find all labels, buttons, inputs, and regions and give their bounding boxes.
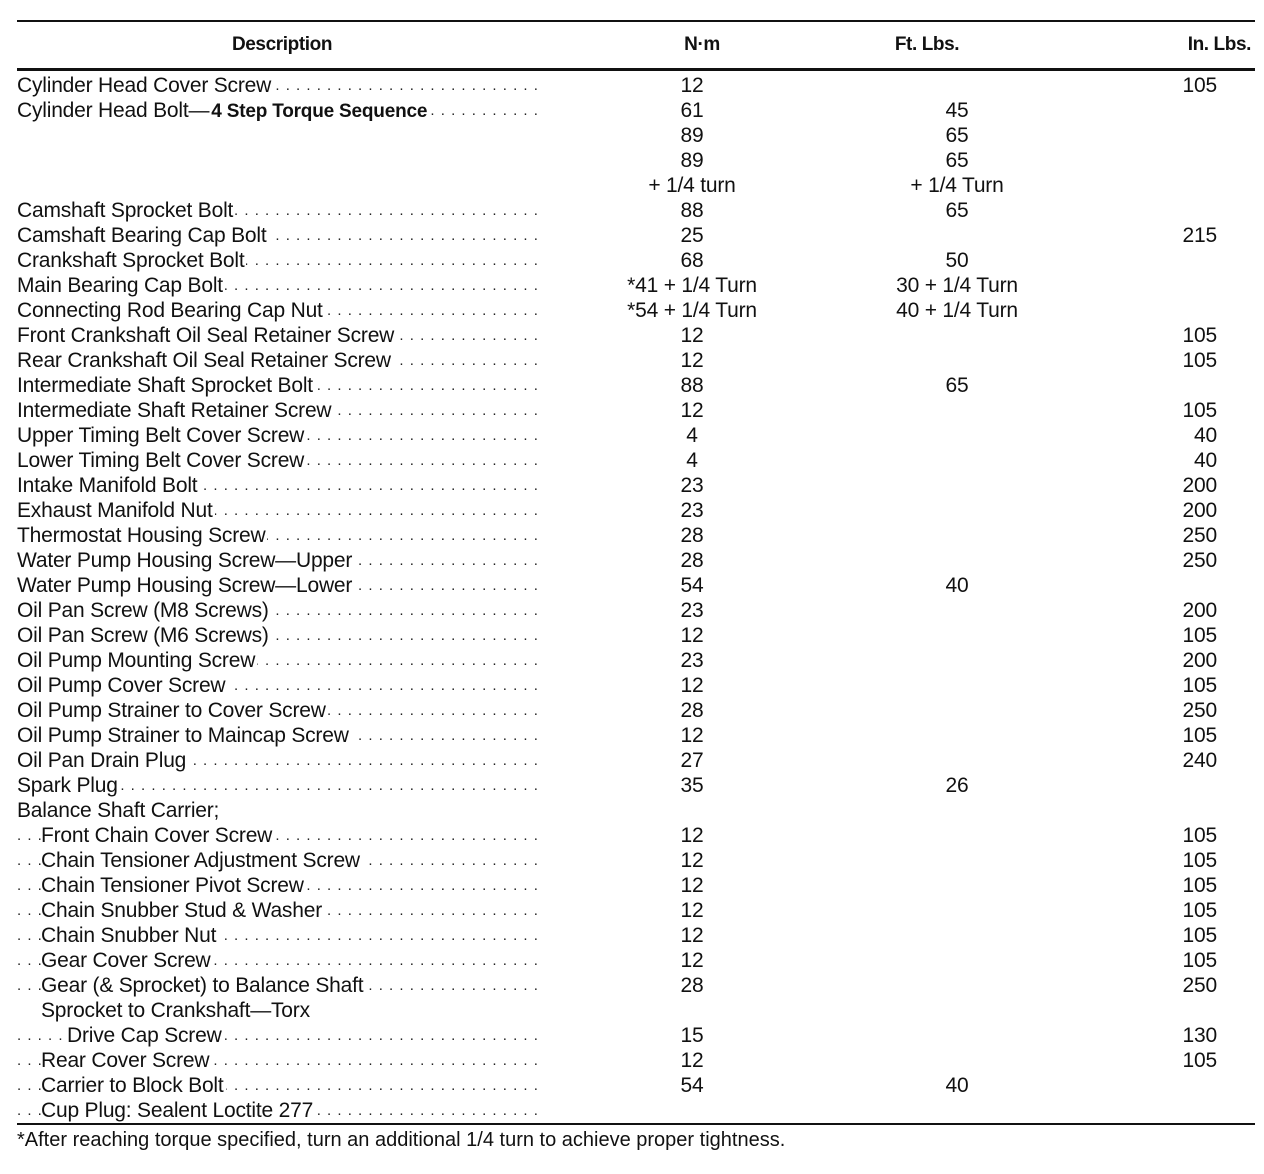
- row-description-text: Oil Pan Screw (M6 Screws): [17, 624, 269, 647]
- row-in-lbs-value: [1062, 273, 1255, 298]
- row-in-lbs-value: 215: [1182, 224, 1217, 247]
- row-description-text: Intermediate Shaft Sprocket Bolt: [17, 374, 313, 397]
- row-ft-lbs-value: [832, 1023, 1062, 1048]
- table-row: [17, 723, 1255, 748]
- row-description-text: [17, 124, 19, 147]
- table-row: [17, 323, 1255, 348]
- table-row: [17, 523, 1255, 548]
- table-row: [17, 1073, 1255, 1098]
- row-nm-value: 12: [680, 399, 704, 422]
- row-in-lbs-value: [1062, 98, 1255, 123]
- row-in-lbs-value: [1062, 773, 1255, 798]
- row-nm-value: 12: [680, 674, 704, 697]
- table-row: [17, 548, 1255, 573]
- row-ft-lbs-value: 40 + 1/4 Turn: [896, 299, 1018, 322]
- row-description: [17, 223, 542, 248]
- row-ft-lbs-value: 65: [945, 149, 969, 172]
- row-nm-value: 28: [680, 699, 704, 722]
- row-in-lbs-value: 250: [1182, 699, 1217, 722]
- row-description-text: Oil Pump Strainer to Cover Screw: [17, 699, 326, 722]
- row-ft-lbs-value: 30 + 1/4 Turn: [896, 274, 1018, 297]
- row-description-text: Drive Cap Screw: [67, 1024, 222, 1047]
- row-in-lbs-value: 130: [1182, 1024, 1217, 1047]
- table-row: [17, 898, 1255, 923]
- row-ft-lbs-value: [832, 973, 1062, 998]
- row-ft-lbs-value: [832, 848, 1062, 873]
- row-description-text: Chain Tensioner Adjustment Screw: [41, 849, 360, 872]
- table-row: [17, 1023, 1255, 1048]
- row-description: [17, 1073, 542, 1098]
- row-description: [17, 473, 542, 498]
- row-description: [17, 73, 542, 98]
- row-in-lbs-value: 250: [1182, 974, 1217, 997]
- row-in-lbs-value: [1062, 198, 1255, 223]
- row-description-text: Cup Plug: Sealent Loctite 277: [41, 1099, 314, 1122]
- row-in-lbs-value: [1062, 298, 1255, 323]
- row-description-text: Chain Snubber Nut: [41, 924, 217, 947]
- row-in-lbs-value: 200: [1182, 599, 1217, 622]
- row-nm-value: 88: [680, 374, 704, 397]
- row-description-text: Thermostat Housing Screw: [17, 524, 266, 547]
- row-description-text: Camshaft Sprocket Bolt: [17, 199, 234, 222]
- table-row: [17, 773, 1255, 798]
- table-row: [17, 823, 1255, 848]
- table-row: [17, 623, 1255, 648]
- row-ft-lbs-value: [832, 223, 1062, 248]
- row-description-text: Water Pump Housing Screw—Upper: [17, 549, 353, 572]
- row-ft-lbs-value: [832, 923, 1062, 948]
- row-in-lbs-value: [1062, 123, 1255, 148]
- row-description-text: Water Pump Housing Screw—Lower: [17, 574, 353, 597]
- row-ft-lbs-value: [832, 1048, 1062, 1073]
- row-ft-lbs-value: 65: [945, 124, 969, 147]
- row-ft-lbs-value: 40: [945, 574, 969, 597]
- row-ft-lbs-value: [832, 898, 1062, 923]
- row-ft-lbs-value: [832, 698, 1062, 723]
- row-description-text: Camshaft Bearing Cap Bolt: [17, 224, 267, 247]
- row-description: [17, 573, 542, 598]
- row-in-lbs-value: 250: [1182, 549, 1217, 572]
- row-in-lbs-value: 105: [1182, 724, 1217, 747]
- row-description-text: Oil Pan Screw (M8 Screws): [17, 599, 269, 622]
- row-in-lbs-value: 105: [1182, 349, 1217, 372]
- row-in-lbs-value: 105: [1182, 924, 1217, 947]
- row-ft-lbs-value: [832, 448, 1062, 473]
- row-nm-value: 15: [680, 1024, 704, 1047]
- row-description: [17, 898, 542, 923]
- row-in-lbs-value: 40: [1194, 424, 1217, 447]
- row-description-text: Gear Cover Screw: [41, 949, 211, 972]
- row-nm-value: 28: [680, 549, 704, 572]
- row-description: [17, 123, 542, 148]
- table-header: [17, 22, 1255, 68]
- row-ft-lbs-value: [832, 473, 1062, 498]
- table-row: [17, 848, 1255, 873]
- table-row: [17, 173, 1255, 198]
- row-nm-value: 12: [680, 1049, 704, 1072]
- row-description-text: Cylinder Head Bolt—: [17, 99, 210, 122]
- table-body: [17, 71, 1255, 1123]
- row-description-text: Oil Pan Drain Plug: [17, 749, 187, 772]
- row-in-lbs-value: 105: [1182, 849, 1217, 872]
- row-description: [17, 298, 542, 323]
- row-description-text: Oil Pump Strainer to Maincap Screw: [17, 724, 349, 747]
- row-description: [17, 598, 542, 623]
- row-in-lbs-value: 105: [1182, 899, 1217, 922]
- row-description: [17, 998, 542, 1023]
- row-description: [17, 673, 542, 698]
- row-description: [17, 373, 542, 398]
- table-row: [17, 598, 1255, 623]
- row-description-text: Exhaust Manifold Nut: [17, 499, 213, 522]
- row-description-text: Spark Plug: [17, 774, 118, 797]
- torque-spec-table: [17, 20, 1255, 1152]
- row-in-lbs-value: 105: [1182, 949, 1217, 972]
- row-ft-lbs-value: 65: [945, 199, 969, 222]
- footnote: *After reaching torque specified, turn an additional 1/4 turn to achieve proper tightness.: [17, 1129, 786, 1151]
- row-description-text: Intake Manifold Bolt: [17, 474, 198, 497]
- row-ft-lbs-value: [832, 348, 1062, 373]
- row-in-lbs-value: [1062, 798, 1255, 823]
- row-description: [17, 273, 542, 298]
- row-ft-lbs-value: [832, 523, 1062, 548]
- table-row: [17, 648, 1255, 673]
- table-row: [17, 948, 1255, 973]
- row-nm-value: 23: [680, 649, 704, 672]
- row-description: [17, 648, 542, 673]
- header-in-lbs: In. Lbs.: [1187, 34, 1251, 55]
- table-row: [17, 148, 1255, 173]
- row-description: [17, 623, 542, 648]
- row-nm-value: 12: [680, 74, 704, 97]
- row-nm-value: 12: [680, 824, 704, 847]
- header-description: Description: [231, 34, 333, 55]
- table-row: [17, 473, 1255, 498]
- row-description-emphasis: 4 Step Torque Sequence: [211, 101, 428, 122]
- row-in-lbs-value: 240: [1182, 749, 1217, 772]
- row-nm-value: [542, 1098, 832, 1123]
- table-row: [17, 373, 1255, 398]
- row-description-text: Oil Pump Mounting Screw: [17, 649, 256, 672]
- row-description-text: Main Bearing Cap Bolt: [17, 274, 223, 297]
- row-description-text: Rear Cover Screw: [41, 1049, 210, 1072]
- row-in-lbs-value: 105: [1182, 74, 1217, 97]
- row-description: [17, 323, 542, 348]
- row-nm-value: 89: [680, 124, 704, 147]
- row-ft-lbs-value: [832, 73, 1062, 98]
- row-description-text: Connecting Rod Bearing Cap Nut: [17, 299, 323, 322]
- row-ft-lbs-value: + 1/4 Turn: [910, 174, 1004, 197]
- row-ft-lbs-value: [832, 998, 1062, 1023]
- row-description: [17, 548, 542, 573]
- row-description-text: [17, 174, 19, 197]
- row-ft-lbs-value: 50: [945, 249, 969, 272]
- row-nm-value: 89: [680, 149, 704, 172]
- table-row: [17, 973, 1255, 998]
- row-description: [17, 1098, 542, 1123]
- table-row: [17, 798, 1255, 823]
- row-in-lbs-value: 200: [1182, 499, 1217, 522]
- table-row: [17, 498, 1255, 523]
- row-nm-value: 12: [680, 949, 704, 972]
- row-in-lbs-value: [1062, 998, 1255, 1023]
- table-row: [17, 998, 1255, 1023]
- row-ft-lbs-value: [832, 673, 1062, 698]
- row-in-lbs-value: 200: [1182, 474, 1217, 497]
- row-description-text: Sprocket to Crankshaft—Torx: [41, 999, 310, 1022]
- row-in-lbs-value: [1062, 148, 1255, 173]
- row-nm-value: 23: [680, 499, 704, 522]
- row-nm-value: 28: [680, 524, 704, 547]
- row-description: [17, 448, 542, 473]
- row-description: [17, 98, 542, 123]
- row-in-lbs-value: 250: [1182, 524, 1217, 547]
- row-in-lbs-value: [1062, 373, 1255, 398]
- row-in-lbs-value: [1062, 573, 1255, 598]
- row-in-lbs-value: 105: [1182, 1049, 1217, 1072]
- row-ft-lbs-value: 65: [945, 374, 969, 397]
- row-in-lbs-value: 105: [1182, 874, 1217, 897]
- row-description-text: Gear (& Sprocket) to Balance Shaft: [41, 974, 364, 997]
- header-nm: N·m: [684, 34, 720, 55]
- row-description: [17, 973, 542, 998]
- row-ft-lbs-value: 45: [945, 99, 969, 122]
- row-description: [17, 873, 542, 898]
- table-row: [17, 423, 1255, 448]
- row-ft-lbs-value: [832, 1098, 1062, 1123]
- row-nm-value: 4: [686, 424, 698, 447]
- table-row: [17, 223, 1255, 248]
- row-ft-lbs-value: 40: [945, 1074, 969, 1097]
- row-description: [17, 248, 542, 273]
- row-nm-value: 61: [680, 99, 704, 122]
- row-ft-lbs-value: [832, 498, 1062, 523]
- row-nm-value: 54: [680, 574, 704, 597]
- row-nm-value: 68: [680, 249, 704, 272]
- table-row: [17, 673, 1255, 698]
- table-row: [17, 923, 1255, 948]
- row-description: [17, 823, 542, 848]
- header-ft-lbs: Ft. Lbs.: [894, 34, 960, 55]
- row-ft-lbs-value: [832, 748, 1062, 773]
- table-row: [17, 573, 1255, 598]
- row-in-lbs-value: 200: [1182, 649, 1217, 672]
- row-ft-lbs-value: [832, 648, 1062, 673]
- row-nm-value: 12: [680, 874, 704, 897]
- row-nm-value: [542, 798, 832, 823]
- row-description: [17, 1048, 542, 1073]
- table-row: [17, 398, 1255, 423]
- row-description-text: Intermediate Shaft Retainer Screw: [17, 399, 332, 422]
- row-ft-lbs-value: [832, 948, 1062, 973]
- row-ft-lbs-value: [832, 623, 1062, 648]
- row-description: [17, 173, 542, 198]
- row-in-lbs-value: 105: [1182, 824, 1217, 847]
- row-nm-value: + 1/4 turn: [648, 174, 736, 197]
- row-ft-lbs-value: [832, 873, 1062, 898]
- table-row: [17, 73, 1255, 98]
- row-nm-value: [542, 998, 832, 1023]
- row-nm-value: 12: [680, 899, 704, 922]
- row-description-text: Cylinder Head Cover Screw: [17, 74, 272, 97]
- row-nm-value: *41 + 1/4 Turn: [627, 274, 757, 297]
- row-description-text: [17, 149, 19, 172]
- row-ft-lbs-value: [832, 823, 1062, 848]
- table-row: [17, 123, 1255, 148]
- row-in-lbs-value: [1062, 173, 1255, 198]
- row-in-lbs-value: [1062, 1073, 1255, 1098]
- row-nm-value: 12: [680, 924, 704, 947]
- row-description-text: Front Crankshaft Oil Seal Retainer Screw: [17, 324, 395, 347]
- row-nm-value: 28: [680, 974, 704, 997]
- row-in-lbs-value: 105: [1182, 624, 1217, 647]
- row-nm-value: 54: [680, 1074, 704, 1097]
- row-nm-value: 88: [680, 199, 704, 222]
- row-nm-value: 12: [680, 724, 704, 747]
- row-description-text: Carrier to Block Bolt: [41, 1074, 224, 1097]
- table-row: [17, 448, 1255, 473]
- row-nm-value: 12: [680, 324, 704, 347]
- row-in-lbs-value: 105: [1182, 324, 1217, 347]
- row-ft-lbs-value: [832, 723, 1062, 748]
- row-description: [17, 848, 542, 873]
- row-description-text: Front Chain Cover Screw: [41, 824, 273, 847]
- row-description: [17, 923, 542, 948]
- row-description: [17, 748, 542, 773]
- row-ft-lbs-value: [832, 598, 1062, 623]
- table-row: [17, 1048, 1255, 1073]
- row-description: [17, 523, 542, 548]
- row-description-text: Rear Crankshaft Oil Seal Retainer Screw: [17, 349, 391, 372]
- row-in-lbs-value: 105: [1182, 674, 1217, 697]
- row-description-text: Oil Pump Cover Screw: [17, 674, 226, 697]
- row-description: [17, 198, 542, 223]
- row-ft-lbs-value: [832, 798, 1062, 823]
- row-description: [17, 423, 542, 448]
- row-description: [17, 1023, 542, 1048]
- row-description-text: Lower Timing Belt Cover Screw: [17, 449, 305, 472]
- row-nm-value: 4: [686, 449, 698, 472]
- table-row: [17, 198, 1255, 223]
- row-description-text: Chain Snubber Stud & Washer: [41, 899, 322, 922]
- row-description: [17, 798, 542, 823]
- table-row: [17, 98, 1255, 123]
- table-row: [17, 873, 1255, 898]
- table-row: [17, 298, 1255, 323]
- row-nm-value: 12: [680, 349, 704, 372]
- row-description: [17, 148, 542, 173]
- row-nm-value: 25: [680, 224, 704, 247]
- row-description: [17, 723, 542, 748]
- table-row: [17, 1098, 1255, 1123]
- row-nm-value: 23: [680, 599, 704, 622]
- row-description: [17, 698, 542, 723]
- row-ft-lbs-value: [832, 398, 1062, 423]
- row-description: [17, 398, 542, 423]
- row-description-text: Balance Shaft Carrier;: [17, 799, 220, 822]
- row-ft-lbs-value: [832, 323, 1062, 348]
- row-in-lbs-value: 40: [1194, 449, 1217, 472]
- row-nm-value: 12: [680, 624, 704, 647]
- table-row: [17, 698, 1255, 723]
- row-nm-value: 23: [680, 474, 704, 497]
- row-ft-lbs-value: 26: [945, 774, 969, 797]
- row-description-text: Crankshaft Sprocket Bolt: [17, 249, 245, 272]
- row-description: [17, 948, 542, 973]
- row-description: [17, 348, 542, 373]
- row-description: [17, 773, 542, 798]
- row-description: [17, 498, 542, 523]
- row-in-lbs-value: [1062, 248, 1255, 273]
- row-description-text: Upper Timing Belt Cover Screw: [17, 424, 305, 447]
- row-nm-value: 35: [680, 774, 704, 797]
- row-nm-value: *54 + 1/4 Turn: [627, 299, 757, 322]
- row-description-text: Chain Tensioner Pivot Screw: [41, 874, 304, 897]
- table-row: [17, 273, 1255, 298]
- row-ft-lbs-value: [832, 548, 1062, 573]
- row-nm-value: 27: [680, 749, 704, 772]
- table-row: [17, 748, 1255, 773]
- table-row: [17, 348, 1255, 373]
- row-in-lbs-value: [1062, 1098, 1255, 1123]
- row-nm-value: 12: [680, 849, 704, 872]
- row-in-lbs-value: 105: [1182, 399, 1217, 422]
- table-row: [17, 248, 1255, 273]
- row-ft-lbs-value: [832, 423, 1062, 448]
